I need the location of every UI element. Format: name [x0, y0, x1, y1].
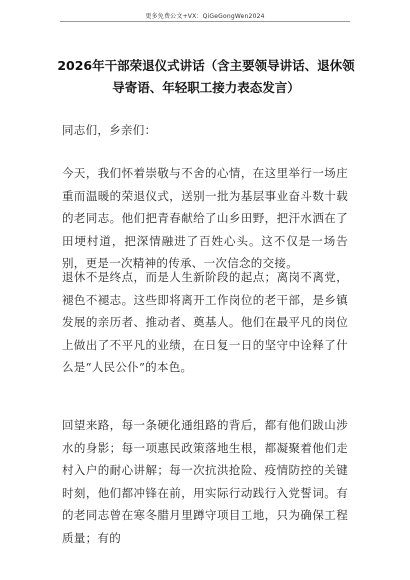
paragraph-2: 退休不是终点，而是人生新阶段的起点；离岗不离党，褪色不褪志。这些即将离开工作岗位的老干部，是乡镇发展的亲历者、推动者、奠基人。他们在最平凡的岗位上做出了不平凡的业绩，在日复一日的坚守中诠释了什么是“人民公仆”的本色。: [62, 270, 348, 374]
header-divider: [60, 21, 350, 22]
paragraph-1: 今天，我们怀着崇敬与不舍的心情，在这里举行一场庄重而温暖的荣退仪式，送别一批为基层事业奋斗数十载的老同志。他们把青春献给了山乡田野，把汗水洒在了田埂村道，把深情融进了百姓心头。这不仅是一场告别，更是一次精神的传承、一次信念的交接。: [62, 166, 348, 270]
document-title: 2026年干部荣退仪式讲话（含主要领导讲话、退休领导寄语、年轻职工接力表态发言）: [57, 58, 355, 95]
paragraph-3: 回望来路，每一条硬化通组路的背后，都有他们跋山涉水的身影；每一项惠民政策落地生根，都凝聚着他们走村入户的耐心讲解；每一次抗洪抢险、疫情防控的关键时刻，他们都冲锋在前，用实际行动践行入党誓词。有的老同志曾在寒冬腊月里蹲守项目工地，只为确保工程质量；有的: [62, 418, 348, 545]
header-promo-text: 更多免费公文+VX：QiGeGongWen2024: [145, 13, 265, 20]
salutation: 同志们，乡亲们：: [62, 123, 157, 137]
